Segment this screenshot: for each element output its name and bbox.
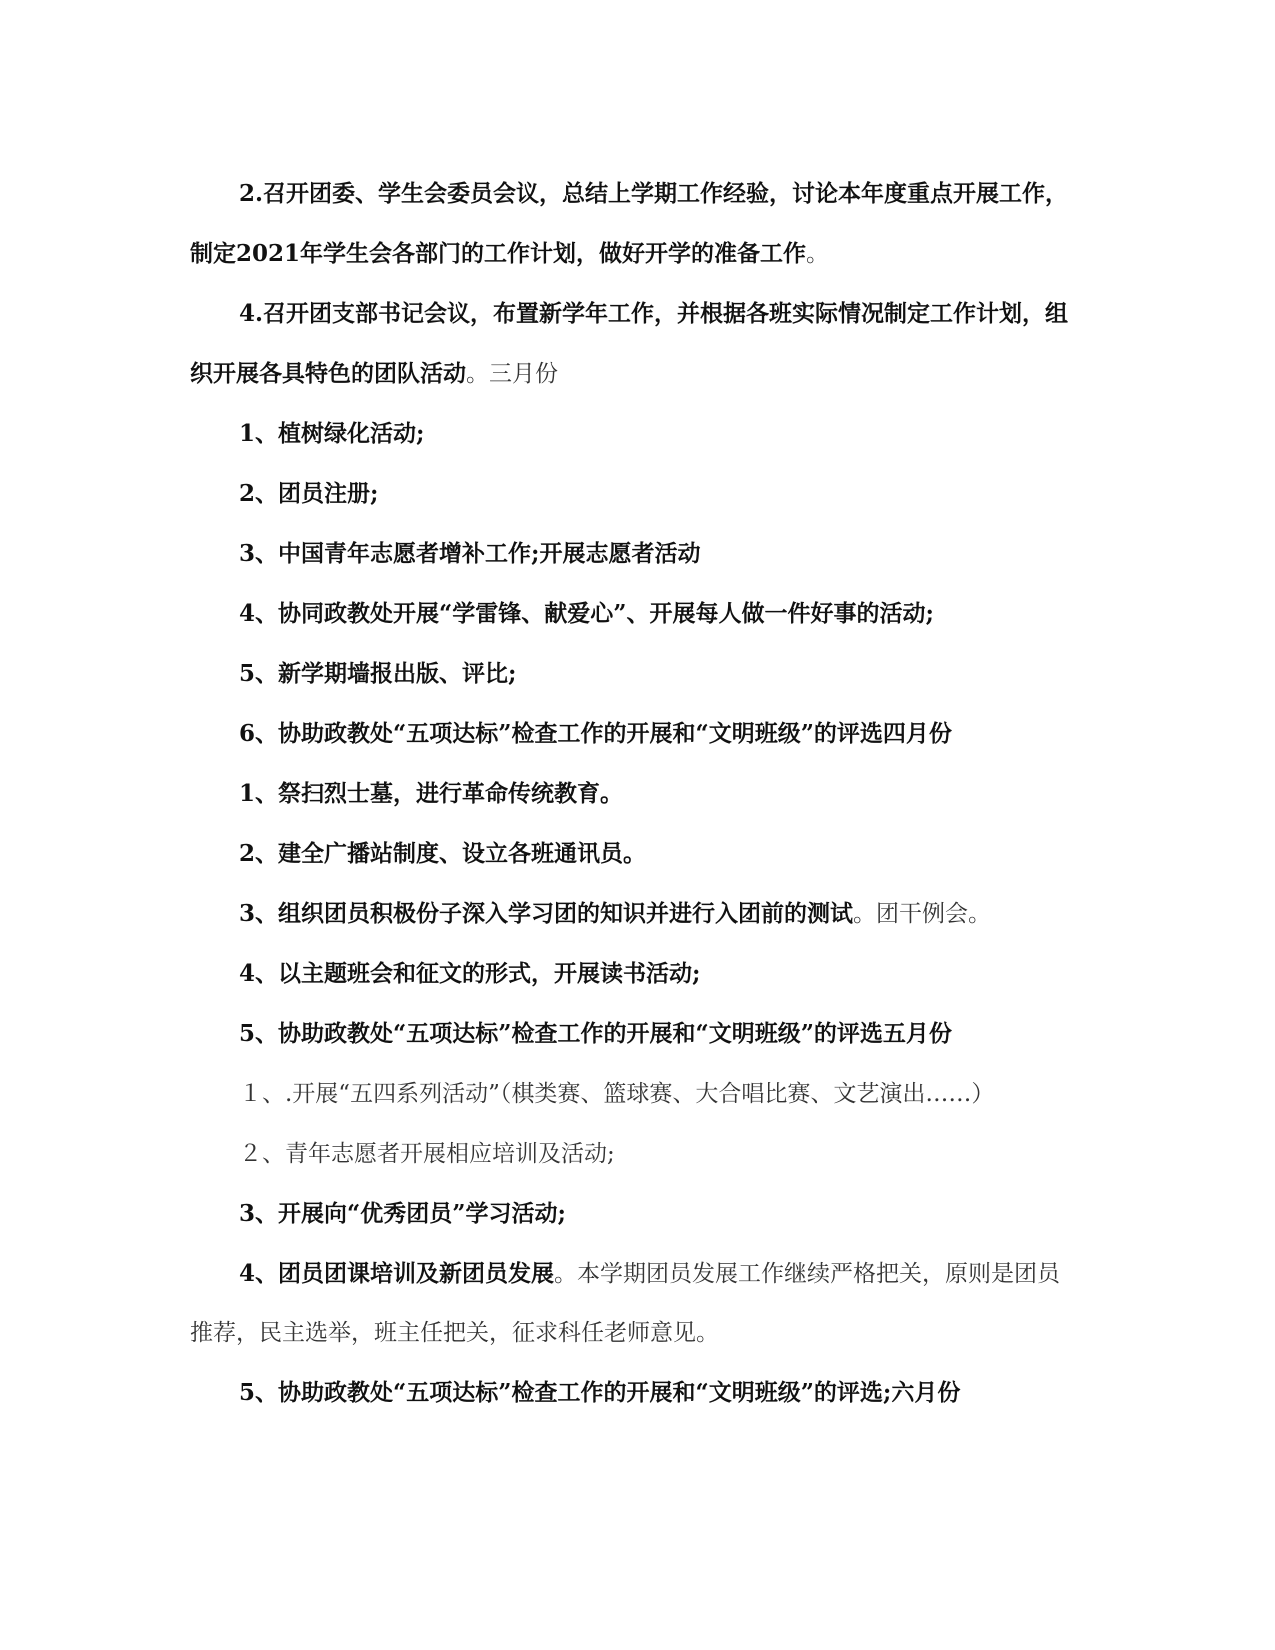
paragraph: [190, 464, 1080, 524]
paragraph: [190, 644, 1080, 704]
paragraph-bold-text: 2.召开团委、学生会委员会议，总结上学期工作经验，讨论本年度重点开展工作，制定2021年学生会各部门的工作计划，做好开学的准备工作: [190, 180, 1069, 267]
paragraph: [190, 1064, 1080, 1124]
paragraph-bold-text: 3、中国青年志愿者增补工作;开展志愿者活动: [239, 540, 701, 567]
paragraph: [190, 1124, 1080, 1184]
paragraph-normal-text: １、.开展“五四系列活动”（棋类赛、篮球赛、大合唱比赛、文艺演出……）: [239, 1081, 995, 1107]
document-body: [190, 164, 1080, 1423]
paragraph-bold-text: 6、协助政教处“五项达标”检查工作的开展和“文明班级”的评选四月份: [239, 720, 952, 747]
paragraph-bold-text: 4.召开团支部书记会议，布置新学年工作，并根据各班实际情况制定工作计划，组织开展各具特色的团队活动: [190, 300, 1069, 387]
paragraph-bold-text: 1、祭扫烈士墓，进行革命传统教育。: [239, 780, 624, 807]
paragraph-bold-text: 4、团员团课培训及新团员发展: [239, 1260, 555, 1287]
paragraph-bold-text: 5、新学期墙报出版、评比;: [239, 660, 517, 687]
paragraph-normal-text: 。团干例会。: [853, 901, 992, 927]
paragraph: [190, 824, 1080, 884]
paragraph-bold-text: 3、开展向“优秀团员”学习活动;: [239, 1200, 566, 1227]
paragraph-normal-text: ２、青年志愿者开展相应培训及活动;: [239, 1141, 615, 1167]
paragraph: [190, 404, 1080, 464]
paragraph: [190, 164, 1080, 284]
paragraph: [190, 764, 1080, 824]
paragraph: [190, 524, 1080, 584]
paragraph: [190, 284, 1080, 404]
paragraph-bold-text: 3、组织团员积极份子深入学习团的知识并进行入团前的测试: [239, 900, 854, 927]
paragraph-bold-text: 1、植树绿化活动;: [239, 420, 425, 447]
paragraph-bold-text: 2、建全广播站制度、设立各班通讯员。: [239, 840, 647, 867]
paragraph: [190, 1004, 1080, 1064]
paragraph-normal-text: 。本学期团员发展工作继续严格把关，原则是团员推荐，民主选举，班主任把关，征求科任老师意见。: [190, 1261, 1061, 1346]
paragraph-bold-text: 5、协助政教处“五项达标”检查工作的开展和“文明班级”的评选五月份: [239, 1020, 952, 1047]
paragraph-bold-text: 4、以主题班会和征文的形式，开展读书活动;: [239, 960, 701, 987]
paragraph-bold-text: 5、协助政教处“五项达标”检查工作的开展和“文明班级”的评选;六月份: [239, 1379, 961, 1406]
paragraph: [190, 884, 1080, 944]
paragraph-normal-text: 。: [806, 241, 830, 267]
paragraph: [190, 584, 1080, 644]
paragraph: [190, 944, 1080, 1004]
paragraph-bold-text: 2、团员注册;: [239, 480, 379, 507]
paragraph: [190, 1244, 1080, 1363]
paragraph-normal-text: 。三月份: [466, 361, 558, 387]
paragraph: [190, 1363, 1080, 1423]
paragraph-bold-text: 4、协同政教处开展“学雷锋、献爱心”、开展每人做一件好事的活动;: [239, 600, 934, 627]
paragraph: [190, 1184, 1080, 1244]
paragraph: [190, 704, 1080, 764]
